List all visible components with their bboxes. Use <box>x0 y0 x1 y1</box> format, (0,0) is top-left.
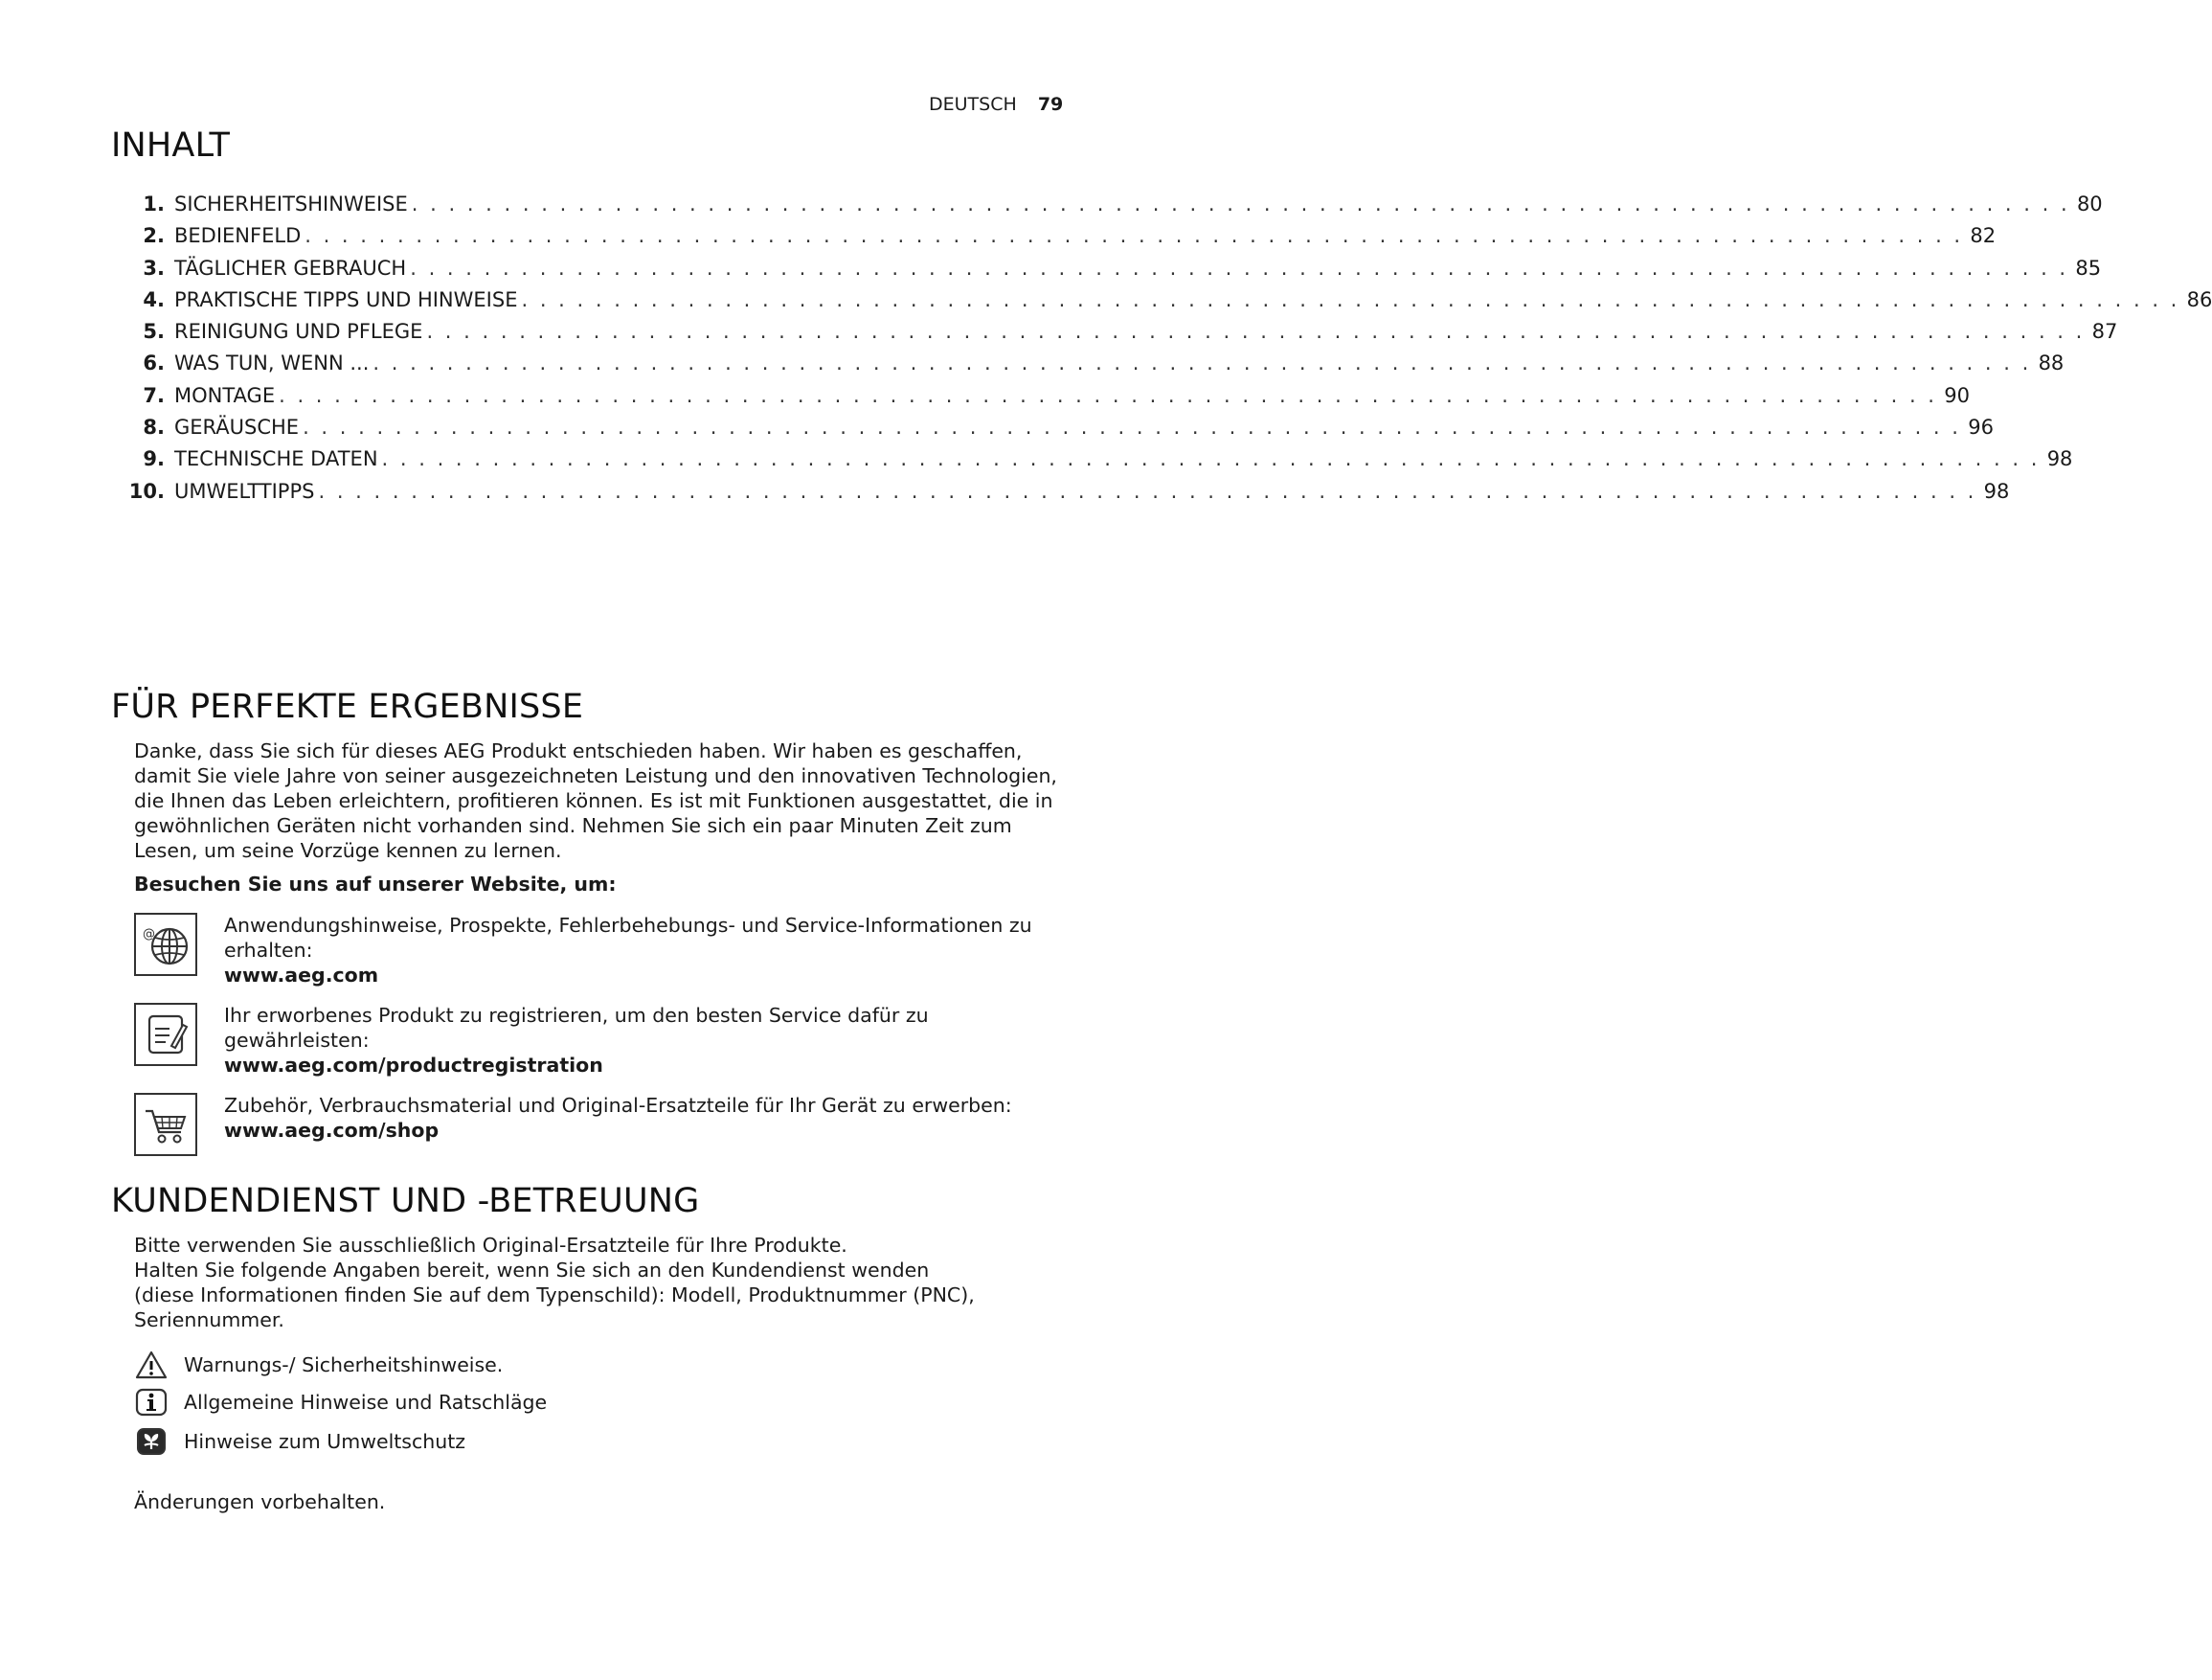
toc-entry[interactable] <box>111 316 2118 348</box>
shop-link[interactable]: www.aeg.com/shop <box>224 1119 440 1142</box>
toc-dot-leader: . . . . . . . . . . . . . . . . . . . . . . . . . . . . . . . . . . . . . . . . . . . . . . . . . . . . . . . . . . . . . . . . . . . . . . . . . . . . . . . . . . . . . . . . . . <box>303 416 1961 440</box>
toc-dot-leader: . . . . . . . . . . . . . . . . . . . . . . . . . . . . . . . . . . . . . . . . . . . . . . . . . . . . . . . . . . . . . . . . . . . . . . . . . . . . . . . . . . . . . . . . . . <box>318 479 1977 503</box>
intro-line: damit Sie viele Jahre von seiner ausgezeichneten Leistung und den innovativen Technologien, <box>134 764 1057 787</box>
results-title: FÜR PERFEKTE ERGEBNISSE <box>111 688 584 726</box>
toc-entry[interactable] <box>111 380 1970 412</box>
visit-item-text: Zubehör, Verbrauchsmaterial und Original-Ersatzteile für Ihr Gerät zu erwerben: <box>224 1094 1012 1117</box>
toc-title: INHALT <box>111 126 231 165</box>
toc-entry-title: REINIGUNG UND PFLEGE <box>174 320 423 344</box>
visit-item-text: gewährleisten: <box>224 1029 370 1052</box>
info-icon <box>134 1388 169 1417</box>
toc-entry-page: 98 <box>1983 479 2010 503</box>
visit-item <box>134 1003 1082 1078</box>
toc-entry-page: 96 <box>1968 416 1994 440</box>
toc-entry-page: 87 <box>2091 320 2118 344</box>
intro-line: Lesen, um seine Vorzüge kennen zu lernen. <box>134 839 562 862</box>
toc-entry-number: 3. <box>143 256 165 280</box>
intro-line: gewöhnlichen Geräten nicht vorhanden sind. Nehmen Sie sich ein paar Minuten Zeit zum <box>134 814 1012 837</box>
toc-dot-leader: . . . . . . . . . . . . . . . . . . . . . . . . . . . . . . . . . . . . . . . . . . . . . . . . . . . . . . . . . . . . . . . . . . . . . . . . . . . . . . . . . . . . . . . . . . <box>410 256 2069 280</box>
page-number: 79 <box>1037 94 1064 115</box>
toc-entry-title: TECHNISCHE DATEN <box>174 447 378 471</box>
toc-entry-number: 9. <box>143 447 165 471</box>
toc-entry-number: 10. <box>128 479 165 503</box>
toc-entry-title: SICHERHEITSHINWEISE <box>174 193 408 216</box>
toc-entry-title: BEDIENFELD <box>174 224 302 248</box>
footer-note: Änderungen vorbehalten. <box>134 1490 386 1513</box>
toc-dot-leader: . . . . . . . . . . . . . . . . . . . . . . . . . . . . . . . . . . . . . . . . . . . . . . . . . . . . . . . . . . . . . . . . . . . . . . . . . . . . . . . . . . . . . . . . . . <box>426 320 2086 344</box>
registration-icon <box>134 1003 197 1066</box>
visit-item-text: Anwendungshinweise, Prospekte, Fehlerbehebungs- und Service-Informationen zu <box>224 914 1032 937</box>
results-intro <box>134 738 1082 863</box>
toc-entry-page: 88 <box>2038 352 2065 375</box>
intro-line: die Ihnen das Leben erleichtern, profitieren können. Es ist mit Funktionen ausgestattet, die in <box>134 789 1053 812</box>
toc-entry[interactable] <box>111 443 2073 475</box>
toc-dot-leader: . . . . . . . . . . . . . . . . . . . . . . . . . . . . . . . . . . . . . . . . . . . . . . . . . . . . . . . . . . . . . . . . . . . . . . . . . . . . . . . . . . . . . . . . . . <box>305 224 1964 248</box>
svg-text:@: @ <box>143 927 155 942</box>
toc-entry[interactable] <box>111 284 2212 316</box>
toc-entry-number: 1. <box>143 193 165 216</box>
toc-entry-number: 8. <box>143 416 165 440</box>
service-text <box>134 1233 1082 1332</box>
toc-entry-number: 7. <box>143 383 165 407</box>
toc-dot-leader: . . . . . . . . . . . . . . . . . . . . . . . . . . . . . . . . . . . . . . . . . . . . . . . . . . . . . . . . . . . . . . . . . . . . . . . . . . . . . . . . . . . . . . . . . . <box>381 447 2041 471</box>
intro-line: Danke, dass Sie sich für dieses AEG Produkt entschieden haben. Wir haben es geschaffen, <box>134 739 1023 762</box>
toc-entry-title: MONTAGE <box>174 383 276 407</box>
toc-entry-title: GERÄUSCHE <box>174 416 300 440</box>
toc-entry-number: 5. <box>143 320 165 344</box>
page-header <box>929 94 1063 115</box>
toc-entry-page: 86 <box>2186 287 2212 311</box>
legend-text: Warnungs-/ Sicherheitshinweise. <box>184 1353 504 1376</box>
toc-entry-page: 82 <box>1970 224 1997 248</box>
visit-item-text: erhalten: <box>224 939 313 962</box>
visit-heading: Besuchen Sie uns auf unserer Website, um: <box>134 873 617 896</box>
toc-entry-page: 90 <box>1944 383 1970 407</box>
toc-entry[interactable] <box>111 476 2010 508</box>
visit-item <box>134 913 1082 988</box>
service-line: Bitte verwenden Sie ausschließlich Original-Ersatzteile für Ihre Produkte. <box>134 1234 847 1257</box>
toc-dot-leader: . . . . . . . . . . . . . . . . . . . . . . . . . . . . . . . . . . . . . . . . . . . . . . . . . . . . . . . . . . . . . . . . . . . . . . . . . . . . . . . . . . . . . . . . . . <box>279 383 1937 407</box>
toc-entry-page: 80 <box>2076 193 2103 216</box>
toc-entry-number: 2. <box>143 224 165 248</box>
legend-text: Allgemeine Hinweise und Ratschläge <box>184 1391 548 1414</box>
toc-entry-title: PRAKTISCHE TIPPS UND HINWEISE <box>174 287 518 311</box>
visit-item-text: Ihr erworbenes Produkt zu registrieren, um den besten Service dafür zu <box>224 1004 929 1027</box>
toc-entry-title: WAS TUN, WENN ... <box>174 352 370 375</box>
website-link[interactable]: www.aeg.com <box>224 964 379 987</box>
service-line: Seriennummer. <box>134 1308 284 1331</box>
toc-dot-leader: . . . . . . . . . . . . . . . . . . . . . . . . . . . . . . . . . . . . . . . . . . . . . . . . . . . . . . . . . . . . . . . . . . . . . . . . . . . . . . . . . . . . . . . . . . <box>521 287 2180 311</box>
toc-entry[interactable] <box>111 348 2065 379</box>
legend-item <box>134 1351 503 1379</box>
header-language: DEUTSCH <box>929 94 1017 115</box>
environment-icon <box>134 1427 169 1456</box>
toc-entry-title: UMWELTTIPPS <box>174 479 315 503</box>
table-of-contents <box>111 189 2212 508</box>
toc-entry-number: 6. <box>143 352 165 375</box>
toc-entry-page: 85 <box>2075 256 2102 280</box>
legend-text: Hinweise zum Umweltschutz <box>184 1430 466 1453</box>
legend-item <box>134 1388 547 1417</box>
service-line: Halten Sie folgende Angaben bereit, wenn Sie sich an den Kundendienst wenden <box>134 1259 930 1282</box>
service-title: KUNDENDIENST UND -BETREUUNG <box>111 1182 700 1220</box>
service-line: (diese Informationen finden Sie auf dem Typenschild): Modell, Produktnummer (PNC), <box>134 1283 975 1306</box>
toc-entry[interactable] <box>111 220 1997 252</box>
toc-entry-title: TÄGLICHER GEBRAUCH <box>174 256 407 280</box>
shopping-cart-icon <box>134 1093 197 1156</box>
toc-entry-number: 4. <box>143 287 165 311</box>
toc-entry[interactable] <box>111 412 1994 443</box>
toc-entry[interactable] <box>111 253 2102 284</box>
globe-icon <box>134 913 197 976</box>
toc-entry-page: 98 <box>2046 447 2073 471</box>
legend-item <box>134 1427 465 1456</box>
toc-entry[interactable] <box>111 189 2103 220</box>
warning-icon <box>134 1351 169 1379</box>
toc-dot-leader: . . . . . . . . . . . . . . . . . . . . . . . . . . . . . . . . . . . . . . . . . . . . . . . . . . . . . . . . . . . . . . . . . . . . . . . . . . . . . . . . . . . . . . . . . . <box>411 193 2070 216</box>
visit-item <box>134 1093 1082 1156</box>
registration-link[interactable]: www.aeg.com/productregistration <box>224 1054 603 1077</box>
toc-dot-leader: . . . . . . . . . . . . . . . . . . . . . . . . . . . . . . . . . . . . . . . . . . . . . . . . . . . . . . . . . . . . . . . . . . . . . . . . . . . . . . . . . . . . . . . . . . <box>372 352 2032 375</box>
